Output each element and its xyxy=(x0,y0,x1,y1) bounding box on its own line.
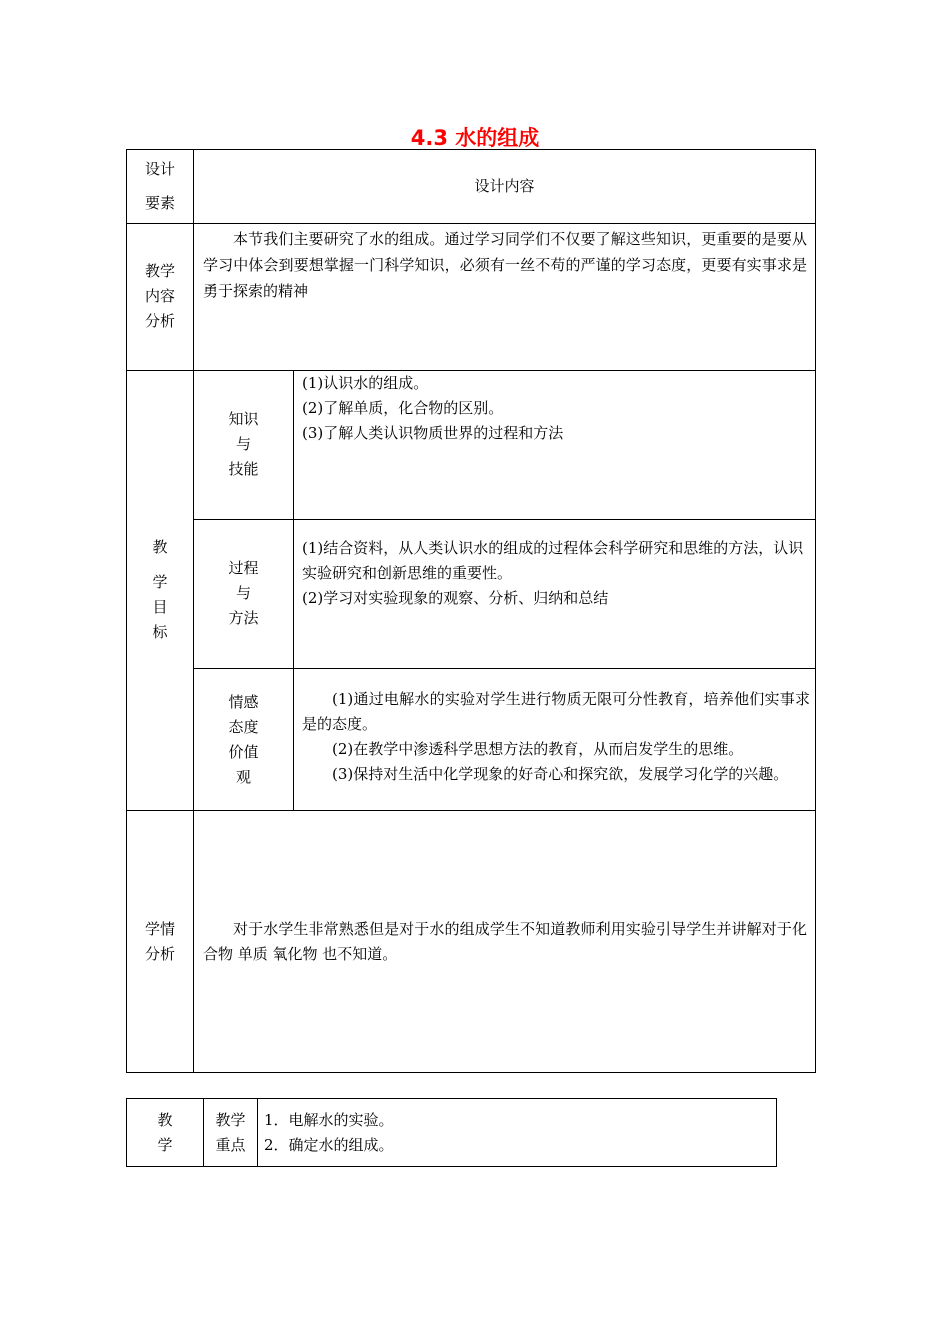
objectives-label: 教 学 目 标 xyxy=(152,538,168,641)
design-table xyxy=(126,149,816,1073)
header-element-label: 设计 要素 xyxy=(144,160,175,212)
content-analysis-label: 教学 内容 分析 xyxy=(144,262,175,330)
list-item: 1．电解水的实验。 xyxy=(264,1111,394,1129)
list-item: (2)了解单质，化合物的区别。 xyxy=(302,399,504,417)
key-points-table xyxy=(126,1098,777,1167)
content-analysis-text: 本节我们主要研究了水的组成。通过学习同学们不仅要了解这些知识，更重要的是要从学习中体会到要想掌握一门科学知识，必须有一丝不苟的严谨的学习态度，更要有实事求是勇于探索的精神 xyxy=(203,230,807,300)
student-analysis-label: 学情 分析 xyxy=(144,920,175,963)
list-item: (3)了解人类认识物质世界的过程和方法 xyxy=(302,424,564,442)
page-title: 4.3 水的组成 xyxy=(410,126,540,150)
knowledge-skills-label: 知识 与 技能 xyxy=(228,410,259,478)
emotion-attitude-list xyxy=(302,687,810,787)
list-item: (2)在教学中渗透科学思想方法的教育，从而启发学生的思维。 xyxy=(332,740,744,758)
emotion-attitude-label: 情感 态度 价值 观 xyxy=(228,693,259,786)
knowledge-skills-list xyxy=(302,371,812,446)
header-content-label: 设计内容 xyxy=(474,177,535,195)
student-analysis-text: 对于水学生非常熟悉但是对于水的组成学生不知道教师利用实验引导学生并讲解对于化合物 单质 氧化物 也不知道。 xyxy=(203,920,807,963)
key-points-list xyxy=(264,1108,764,1158)
list-item: (1)认识水的组成。 xyxy=(302,374,429,392)
list-item: (1)通过电解水的实验对学生进行物质无限可分性教育，培养他们实事求是的态度。 xyxy=(302,690,810,733)
list-item: (1)结合资料，从人类认识水的组成的过程体会科学研究和思维的方法，认识实验研究和创新思维的重要性。 xyxy=(302,539,804,582)
key-points-sublabel: 教学 重点 xyxy=(215,1111,246,1154)
process-methods-list xyxy=(302,536,810,611)
key-points-label: 教 学 xyxy=(157,1111,173,1154)
process-methods-label: 过程 与 方法 xyxy=(228,559,259,627)
list-item: (2)学习对实验现象的观察、分析、归纳和总结 xyxy=(302,589,609,607)
list-item: 2．确定水的组成。 xyxy=(264,1136,394,1154)
list-item: (3)保持对生活中化学现象的好奇心和探究欲，发展学习化学的兴趣。 xyxy=(332,765,789,783)
